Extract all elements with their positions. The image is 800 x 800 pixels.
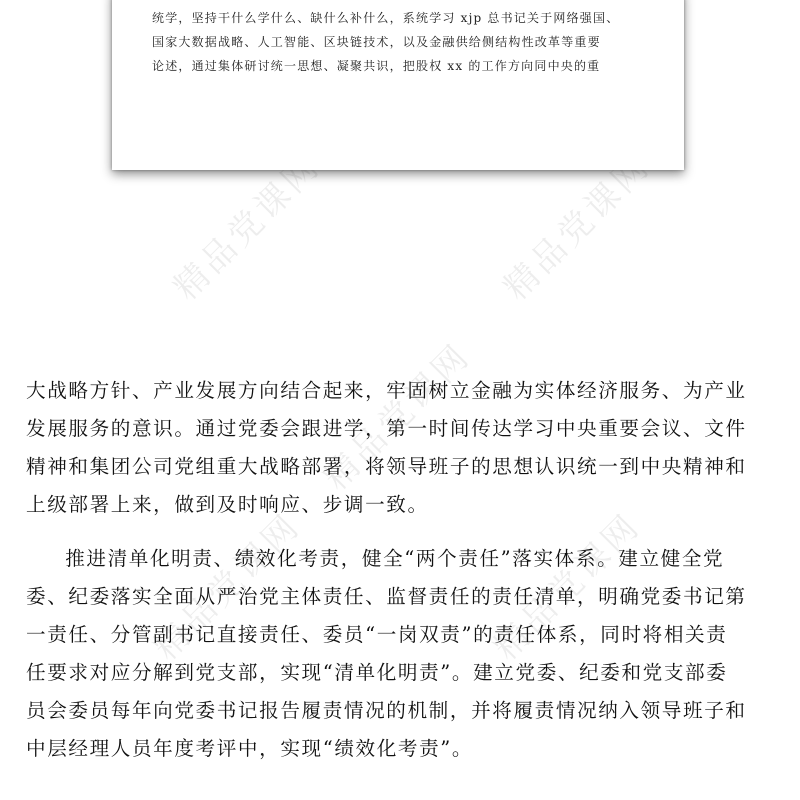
text-line: 中层经理人员年度考评中，实现“绩效化考责”。: [26, 737, 474, 760]
card-text-line: 国家大数据战略、人工智能、区块链技术，以及金融供给侧结构性改革等重要: [152, 35, 601, 49]
document-body: [26, 372, 774, 768]
text-line: 委、纪委落实全面从严治党主体责任、监督责任的责任清单，明确党委书记第: [26, 585, 747, 608]
text-line: 上级部署上来，做到及时响应、步调一致。: [26, 493, 429, 516]
text-line: 精神和集团公司党组重大战略部署，将领导班子的思想认识统一到中央精神和: [26, 455, 747, 478]
text-line: 一责任、分管副书记直接责任、委员“一岗双责”的责任体系，同时将相关责: [26, 623, 728, 646]
paragraph: [26, 540, 774, 768]
watermark-text: 精品党课网: [316, 335, 479, 499]
card-text-line: 论述，通过集体研讨统一思想、凝聚共识，把股权 xx 的工作方向同中央的重: [152, 59, 601, 73]
text-line: 任要求对应分解到党支部，实现“清单化明责”。建立党委、纪委和党支部委: [26, 661, 728, 684]
watermark-text: 精品党课网: [496, 145, 659, 309]
text-line: 推进清单化明责、绩效化考责，健全“两个责任”落实体系。建立健全党: [65, 547, 725, 570]
watermark-text: 精品党课网: [166, 145, 329, 309]
card-text-line: 统学，坚持干什么学什么、缺什么补什么，系统学习 xjp 总书记关于网络强国、: [152, 11, 620, 25]
document-page-card: [112, 0, 684, 170]
text-line: 大战略方针、产业发展方向结合起来，牢固树立金融为实体经济服务、为产业: [26, 379, 747, 402]
watermark-text: 精品党课网: [146, 505, 309, 669]
text-line: 发展服务的意识。通过党委会跟进学，第一时间传达学习中央重要会议、文件: [26, 417, 747, 440]
paragraph: [26, 372, 774, 524]
watermark-text: 精品党课网: [486, 505, 649, 669]
text-line: 员会委员每年向党委书记报告履责情况的机制，并将履责情况纳入领导班子和: [26, 699, 747, 722]
